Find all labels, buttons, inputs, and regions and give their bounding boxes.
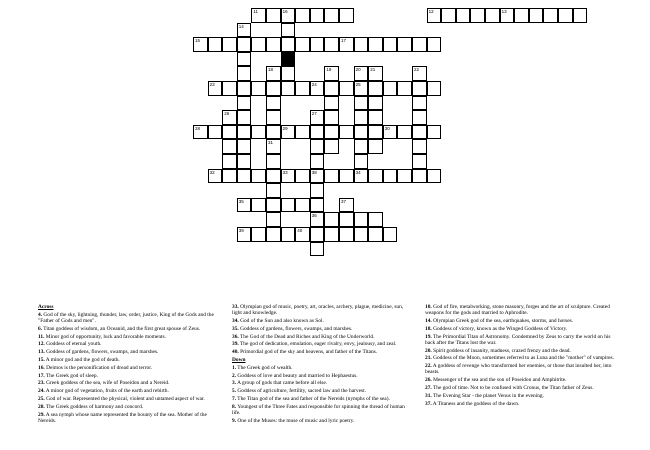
clue-item bbox=[232, 365, 412, 371]
grid-cell[interactable] bbox=[441, 8, 456, 23]
clue-number-label: 36. bbox=[232, 333, 239, 340]
grid-cell[interactable] bbox=[500, 8, 515, 23]
clue-item bbox=[425, 377, 615, 383]
clue-text: One of the Muses: the muse of music and lyric poetry. bbox=[236, 417, 355, 424]
grid-cell[interactable] bbox=[368, 125, 383, 140]
clue-number-label: 25. bbox=[38, 395, 45, 402]
grid-cell[interactable] bbox=[251, 125, 266, 140]
clue-number: 19 bbox=[326, 67, 332, 73]
grid-cell[interactable] bbox=[295, 169, 310, 184]
grid-cell[interactable] bbox=[310, 154, 325, 169]
clue-item bbox=[38, 349, 220, 355]
clue-number: 13 bbox=[501, 9, 507, 14]
grid-cell[interactable] bbox=[237, 139, 252, 154]
grid-cell[interactable] bbox=[266, 37, 281, 52]
grid-cell[interactable] bbox=[339, 125, 354, 140]
grid-cell[interactable] bbox=[354, 139, 369, 154]
clue-number-label: 12. bbox=[38, 341, 45, 348]
clue-text: Deimos is the personification of dread and terror. bbox=[44, 364, 153, 371]
clue-text: God of fire, metalworking, stone masonry, forges and the art of sculpture. Created weapons for the gods and married to Aphrodite. bbox=[425, 304, 610, 317]
clue-item bbox=[425, 318, 615, 324]
clue-item bbox=[232, 326, 412, 332]
grid-cell[interactable] bbox=[427, 81, 442, 96]
grid-cell[interactable] bbox=[354, 81, 369, 96]
clue-number-label: 39. bbox=[232, 341, 239, 348]
grid-cell[interactable] bbox=[427, 125, 442, 140]
clue-number-label: 6. bbox=[38, 325, 43, 332]
grid-cell[interactable] bbox=[237, 81, 252, 96]
clue-item bbox=[232, 341, 412, 347]
clue-text: Goddess of gardens, flowers, swamps, and marshes. bbox=[238, 325, 353, 332]
grid-cell[interactable] bbox=[222, 169, 237, 184]
grid-cell[interactable] bbox=[310, 227, 325, 242]
grid-cell[interactable] bbox=[222, 139, 237, 154]
across-heading: Across bbox=[38, 304, 54, 310]
grid-cell[interactable] bbox=[427, 37, 442, 52]
grid-cell[interactable] bbox=[368, 227, 383, 242]
clue-number: 24 bbox=[311, 82, 317, 87]
grid-cell[interactable] bbox=[266, 96, 281, 111]
clue-text: The Titan god of the sea and father of the Nereids (nymphs of the sea). bbox=[236, 395, 390, 402]
grid-cell[interactable] bbox=[383, 37, 398, 52]
grid-cell[interactable] bbox=[266, 154, 281, 169]
clue-text: Goddess of eternal youth. bbox=[44, 341, 102, 348]
clue-number-label: 9. bbox=[232, 417, 237, 424]
clue-number: 16 bbox=[282, 9, 288, 14]
grid-cell[interactable] bbox=[251, 169, 266, 184]
clue-text: The Greek god of wealth. bbox=[236, 364, 293, 371]
clue-item bbox=[38, 365, 220, 371]
clue-number-label: 13. bbox=[38, 349, 45, 356]
grid-cell[interactable] bbox=[412, 154, 427, 169]
clue-item bbox=[38, 388, 220, 394]
grid-cell[interactable] bbox=[354, 227, 369, 242]
grid-cell[interactable] bbox=[368, 212, 383, 227]
grid-cell[interactable] bbox=[310, 169, 325, 184]
grid-cell[interactable] bbox=[295, 37, 310, 52]
clue-number: 40 bbox=[297, 228, 303, 233]
grid-cell[interactable] bbox=[427, 169, 442, 184]
grid-cell[interactable] bbox=[295, 198, 310, 213]
clue-number-label: 1. bbox=[232, 364, 237, 371]
clue-text: A group of gods that came before all else. bbox=[236, 380, 328, 387]
grid-cell[interactable] bbox=[339, 227, 354, 242]
grid-cell[interactable] bbox=[266, 227, 281, 242]
grid-cell[interactable] bbox=[237, 23, 252, 38]
clue-text: God of the Sun and also known as Sol. bbox=[238, 318, 324, 324]
clue-number-label: 24. bbox=[38, 388, 45, 395]
grid-cell[interactable] bbox=[281, 125, 296, 140]
grid-cell[interactable] bbox=[237, 154, 252, 169]
clue-number-label: 18. bbox=[425, 325, 432, 332]
grid-cell[interactable] bbox=[412, 81, 427, 96]
grid-cell[interactable] bbox=[251, 81, 266, 96]
clue-number-label: 4. bbox=[38, 311, 43, 318]
clue-number: 17 bbox=[341, 38, 347, 44]
grid-cell[interactable] bbox=[354, 212, 369, 227]
clue-text: Goddess of gardens, flowers, swamps, and marshes. bbox=[44, 349, 159, 356]
clue-column-3 bbox=[425, 304, 615, 408]
clue-number: 32 bbox=[209, 169, 215, 175]
grid-cell[interactable] bbox=[251, 198, 266, 213]
clue-text: A sea nymph whose name represented the bounty of the sea. Mother of the Nereids. bbox=[38, 411, 207, 424]
clue-number-label: 7. bbox=[232, 395, 237, 402]
clue-item bbox=[425, 393, 615, 399]
clue-item bbox=[38, 380, 220, 386]
grid-cell[interactable] bbox=[310, 183, 325, 198]
grid-cell[interactable] bbox=[266, 81, 281, 96]
grid-cell[interactable] bbox=[222, 81, 237, 96]
grid-cell[interactable] bbox=[251, 8, 266, 23]
grid-cell[interactable] bbox=[485, 8, 500, 23]
grid-cell[interactable] bbox=[237, 66, 252, 81]
grid-cell[interactable] bbox=[368, 96, 383, 111]
clue-number-label: 26. bbox=[425, 377, 432, 384]
clue-text: The Greek goddess of harmony and concord. bbox=[44, 403, 144, 410]
clue-text: A goddess of revenge who transformed her enemies, or those that insulted her, into beasts. bbox=[425, 363, 612, 376]
grid-cell[interactable] bbox=[368, 81, 383, 96]
clue-number-label: 31. bbox=[425, 392, 432, 399]
grid-cell[interactable] bbox=[383, 169, 398, 184]
clue-number-label: 3. bbox=[232, 380, 237, 387]
grid-cell[interactable] bbox=[397, 125, 412, 140]
clue-item bbox=[38, 396, 220, 402]
clue-number-label: 35. bbox=[232, 325, 239, 332]
down-heading: Down bbox=[232, 356, 246, 363]
clue-text: Messenger of the sea and the son of Poseidon and Amphitrite. bbox=[431, 377, 567, 384]
clue-number: 20 bbox=[355, 67, 361, 73]
clue-number-label: 29. bbox=[38, 411, 45, 418]
grid-cell[interactable] bbox=[427, 8, 442, 23]
clue-item bbox=[425, 385, 615, 391]
grid-cell[interactable] bbox=[383, 81, 398, 96]
grid-cell[interactable] bbox=[543, 8, 558, 23]
clue-item bbox=[232, 304, 412, 316]
grid-cell[interactable] bbox=[339, 8, 354, 23]
clue-item bbox=[425, 334, 615, 346]
clue-item bbox=[38, 404, 220, 410]
grid-cell[interactable] bbox=[266, 8, 281, 23]
clue-number-label: 15. bbox=[38, 356, 45, 363]
grid-cell[interactable] bbox=[324, 66, 339, 81]
grid-cell[interactable] bbox=[281, 8, 296, 23]
grid-cell[interactable] bbox=[222, 125, 237, 140]
clue-number-label: 28. bbox=[38, 403, 45, 410]
clue-item bbox=[232, 396, 412, 402]
clue-text: The God of the Dead and Riches and King of the Underworld. bbox=[238, 333, 375, 340]
grid-cell[interactable] bbox=[193, 37, 208, 52]
grid-cell[interactable] bbox=[208, 125, 223, 140]
grid-cell[interactable] bbox=[237, 198, 252, 213]
clue-item bbox=[38, 312, 220, 324]
clue-number-label: 20. bbox=[425, 347, 432, 354]
grid-cell[interactable] bbox=[368, 169, 383, 184]
grid-cell[interactable] bbox=[266, 169, 281, 184]
clue-item bbox=[38, 326, 220, 332]
grid-cell[interactable] bbox=[573, 8, 588, 23]
clue-number: 38 bbox=[311, 169, 317, 175]
clue-item bbox=[232, 404, 412, 416]
clue-number: 23 bbox=[209, 82, 215, 87]
clue-number-label: 8. bbox=[232, 403, 237, 410]
clue-item bbox=[232, 334, 412, 340]
grid-cell[interactable] bbox=[324, 81, 339, 96]
grid-cell[interactable] bbox=[237, 169, 252, 184]
grid-cell[interactable] bbox=[324, 227, 339, 242]
grid-cell[interactable] bbox=[324, 125, 339, 140]
clue-item bbox=[38, 357, 220, 363]
grid-cell[interactable] bbox=[281, 66, 296, 81]
clue-text: Spirit goddess of insanity, madness, crazed frenzy and the dead. bbox=[431, 347, 571, 354]
grid-cell[interactable] bbox=[281, 169, 296, 184]
grid-cell[interactable] bbox=[237, 110, 252, 125]
grid-cell[interactable] bbox=[368, 37, 383, 52]
clue-number: 22 bbox=[414, 67, 420, 73]
grid-cell[interactable] bbox=[368, 110, 383, 125]
grid-cell[interactable] bbox=[514, 8, 529, 23]
clue-text: God of the sky, lightning, thunder, law, order, justice, King of the Gods and the "Father of Gods and men". bbox=[38, 311, 214, 324]
grid-cell[interactable] bbox=[368, 66, 383, 81]
grid-cell[interactable] bbox=[295, 125, 310, 140]
grid-cell[interactable] bbox=[281, 198, 296, 213]
clue-item bbox=[232, 349, 412, 355]
grid-cell[interactable] bbox=[266, 110, 281, 125]
grid-cell[interactable] bbox=[529, 8, 544, 23]
grid-cell[interactable] bbox=[354, 37, 369, 52]
grid-cell[interactable] bbox=[222, 110, 237, 125]
clue-number: 18 bbox=[268, 67, 274, 73]
grid-cell[interactable] bbox=[412, 139, 427, 154]
clue-number-label: 37. bbox=[425, 400, 432, 407]
grid-cell[interactable] bbox=[324, 212, 339, 227]
grid-cell[interactable] bbox=[324, 96, 339, 111]
grid-cell[interactable] bbox=[397, 37, 412, 52]
grid-cell[interactable] bbox=[339, 198, 354, 213]
clue-number: 27 bbox=[311, 111, 317, 117]
grid-cell[interactable] bbox=[237, 227, 252, 242]
clue-number-label: 5. bbox=[232, 388, 237, 395]
clue-number: 11 bbox=[253, 9, 259, 14]
clue-text: Minor god of opportunity, luck and favorable moments. bbox=[44, 333, 166, 340]
clue-text: Goddess of agriculture, fertility, sacred law and the harvest. bbox=[236, 388, 366, 395]
clue-number: 35 bbox=[238, 198, 244, 204]
grid-cell[interactable] bbox=[470, 8, 485, 23]
clue-number-label: 34. bbox=[232, 318, 239, 324]
grid-cell[interactable] bbox=[266, 125, 281, 140]
clue-text: A Titaness and the goddess of the dawn. bbox=[431, 400, 520, 407]
grid-cell[interactable] bbox=[281, 37, 296, 52]
clue-number: 26 bbox=[224, 111, 230, 117]
clue-number: 37 bbox=[341, 198, 347, 204]
clue-text: Olympian Greek god of the sea, earthquakes, storms, and horses. bbox=[431, 318, 574, 324]
clue-item bbox=[232, 380, 412, 386]
clue-text: Goddess of love and beauty and married to Hephaestus. bbox=[236, 372, 358, 379]
grid-cell[interactable] bbox=[397, 81, 412, 96]
grid-cell[interactable] bbox=[266, 198, 281, 213]
clue-number: 21 bbox=[370, 67, 376, 73]
grid-cell[interactable] bbox=[281, 81, 296, 96]
grid-cell[interactable] bbox=[266, 66, 281, 81]
grid-cell[interactable] bbox=[383, 125, 398, 140]
clue-item bbox=[38, 412, 220, 424]
grid-cell[interactable] bbox=[281, 227, 296, 242]
clue-text: The Greek god of sleep. bbox=[44, 372, 98, 379]
clue-number: 31 bbox=[268, 140, 274, 146]
clue-text: The god of time. Not to be confused with Cronus, the Titan father of Zeus. bbox=[431, 384, 594, 391]
grid-cell[interactable] bbox=[310, 198, 325, 213]
clue-text: Goddess of victory, known as the Winged Goddess of Victory. bbox=[431, 325, 568, 332]
clue-item bbox=[232, 318, 412, 324]
grid-cell[interactable] bbox=[310, 139, 325, 154]
clue-number: 36 bbox=[311, 213, 317, 219]
clue-number: 34 bbox=[355, 169, 361, 175]
grid-cell[interactable] bbox=[266, 183, 281, 198]
grid-cell[interactable] bbox=[222, 37, 237, 52]
clue-text: God of war. Represented the physical, violent and untamed aspect of war. bbox=[44, 395, 205, 402]
grid-cell[interactable] bbox=[324, 139, 339, 154]
clue-text: Greek goddess of the sea, wife of Poseidon and a Nereid. bbox=[44, 380, 170, 387]
clue-text: Primordial god of the sky and heavens, and father of the Titans. bbox=[238, 349, 378, 356]
grid-cell[interactable] bbox=[222, 154, 237, 169]
clue-number-label: 22. bbox=[425, 363, 432, 370]
clue-number: 29 bbox=[282, 125, 288, 131]
clue-number-label: 11. bbox=[38, 333, 45, 340]
clue-text: The Primordial Titan of Astronomy. Condemned by Zeus to carry the world on his back after the Titans lost the war. bbox=[425, 333, 611, 346]
grid-cell[interactable] bbox=[354, 154, 369, 169]
clue-number-label: 19. bbox=[425, 333, 432, 340]
grid-cell[interactable] bbox=[412, 66, 427, 81]
clue-number-label: 40. bbox=[232, 349, 239, 356]
grid-cell[interactable] bbox=[251, 37, 266, 52]
grid-cell[interactable] bbox=[412, 96, 427, 111]
grid-cell[interactable] bbox=[339, 212, 354, 227]
clue-number: 33 bbox=[282, 169, 288, 175]
grid-cell[interactable] bbox=[295, 8, 310, 23]
clue-item bbox=[425, 348, 615, 354]
black-cell bbox=[281, 52, 296, 67]
grid-cell[interactable] bbox=[295, 81, 310, 96]
grid-cell[interactable] bbox=[310, 110, 325, 125]
clue-number: 12 bbox=[428, 9, 434, 14]
grid-cell[interactable] bbox=[237, 37, 252, 52]
grid-cell[interactable] bbox=[324, 8, 339, 23]
grid-cell[interactable] bbox=[354, 66, 369, 81]
grid-cell[interactable] bbox=[412, 110, 427, 125]
clue-number: 39 bbox=[238, 228, 244, 233]
grid-cell[interactable] bbox=[324, 169, 339, 184]
clue-number-label: 23. bbox=[38, 380, 45, 387]
clue-number: 30 bbox=[384, 125, 390, 131]
grid-cell[interactable] bbox=[354, 110, 369, 125]
grid-cell[interactable] bbox=[266, 139, 281, 154]
clue-number-label: 16. bbox=[38, 364, 45, 371]
clue-item bbox=[38, 341, 220, 347]
grid-cell[interactable] bbox=[295, 227, 310, 242]
grid-cell[interactable] bbox=[208, 37, 223, 52]
clue-text: The Evening Star - the planet Venus in the evening. bbox=[431, 392, 544, 399]
grid-cell[interactable] bbox=[237, 125, 252, 140]
clue-number: 25 bbox=[355, 82, 361, 87]
clue-item bbox=[425, 304, 615, 316]
grid-cell[interactable] bbox=[383, 227, 398, 242]
clue-number-label: 33. bbox=[232, 304, 239, 310]
grid-cell[interactable] bbox=[354, 96, 369, 111]
clue-column-2 bbox=[232, 304, 412, 426]
grid-cell[interactable] bbox=[456, 8, 471, 23]
grid-cell[interactable] bbox=[310, 81, 325, 96]
grid-cell[interactable] bbox=[339, 37, 354, 52]
clue-number-label: 14. bbox=[425, 318, 432, 324]
clue-text: Goddess of the Moon, sometimes referred to as Luna and the "mother" of vampires. bbox=[431, 355, 614, 362]
grid-cell[interactable] bbox=[208, 169, 223, 184]
grid-cell[interactable] bbox=[237, 52, 252, 67]
grid-cell[interactable] bbox=[310, 37, 325, 52]
grid-cell[interactable] bbox=[558, 8, 573, 23]
grid-cell[interactable] bbox=[368, 139, 383, 154]
grid-cell[interactable] bbox=[266, 212, 281, 227]
clue-item bbox=[425, 355, 615, 361]
grid-cell[interactable] bbox=[412, 125, 427, 140]
grid-cell[interactable] bbox=[412, 169, 427, 184]
clue-item bbox=[425, 401, 615, 407]
clue-item bbox=[232, 418, 412, 424]
grid-cell[interactable] bbox=[412, 37, 427, 52]
grid-cell[interactable] bbox=[339, 81, 354, 96]
clue-item bbox=[232, 388, 412, 394]
grid-cell[interactable] bbox=[237, 96, 252, 111]
clue-text: A minor god and the god of death. bbox=[44, 356, 120, 363]
grid-cell[interactable] bbox=[310, 125, 325, 140]
clue-number: 14 bbox=[238, 23, 244, 29]
grid-cell[interactable] bbox=[324, 110, 339, 125]
grid-cell[interactable] bbox=[324, 37, 339, 52]
clue-number-label: 27. bbox=[425, 384, 432, 391]
grid-cell[interactable] bbox=[281, 23, 296, 38]
clue-number-label: 17. bbox=[38, 372, 45, 379]
clue-item bbox=[38, 334, 220, 340]
grid-cell[interactable] bbox=[208, 81, 223, 96]
clue-item bbox=[425, 326, 615, 332]
grid-cell[interactable] bbox=[193, 125, 208, 140]
clue-item bbox=[38, 373, 220, 379]
clue-text: Olympian god of music, poetry, art, oracles, archery, plague, medicine, sun, light and knowledge. bbox=[232, 304, 404, 317]
clue-item bbox=[232, 373, 412, 379]
grid-cell[interactable] bbox=[310, 212, 325, 227]
clue-number: 15 bbox=[195, 38, 201, 44]
grid-cell[interactable] bbox=[310, 8, 325, 23]
clue-text: Titan goddess of wisdom, an Oceanid, and the first great spouse of Zeus. bbox=[42, 325, 201, 332]
grid-cell[interactable] bbox=[339, 169, 354, 184]
clue-item bbox=[425, 363, 615, 375]
grid-cell[interactable] bbox=[310, 242, 325, 257]
clue-text: The god of dedication, emulation, eager rivalry, envy, jealousy, and zeal. bbox=[238, 341, 397, 348]
clue-number-label: 10. bbox=[425, 304, 432, 310]
clue-text: Youngest of the Three Fates and responsible for spinning the thread of human life. bbox=[232, 403, 405, 416]
clue-list bbox=[0, 304, 650, 450]
clue-number-label: 21. bbox=[425, 355, 432, 362]
clue-number: 28 bbox=[195, 125, 201, 131]
clue-number-label: 2. bbox=[232, 372, 237, 379]
clue-text: A minor god of vegetation, fruits of the earth and rebirth. bbox=[44, 388, 169, 395]
clue-column-1 bbox=[38, 304, 220, 426]
grid-cell[interactable] bbox=[354, 169, 369, 184]
grid-cell[interactable] bbox=[251, 227, 266, 242]
grid-cell[interactable] bbox=[397, 169, 412, 184]
grid-cell[interactable] bbox=[354, 125, 369, 140]
